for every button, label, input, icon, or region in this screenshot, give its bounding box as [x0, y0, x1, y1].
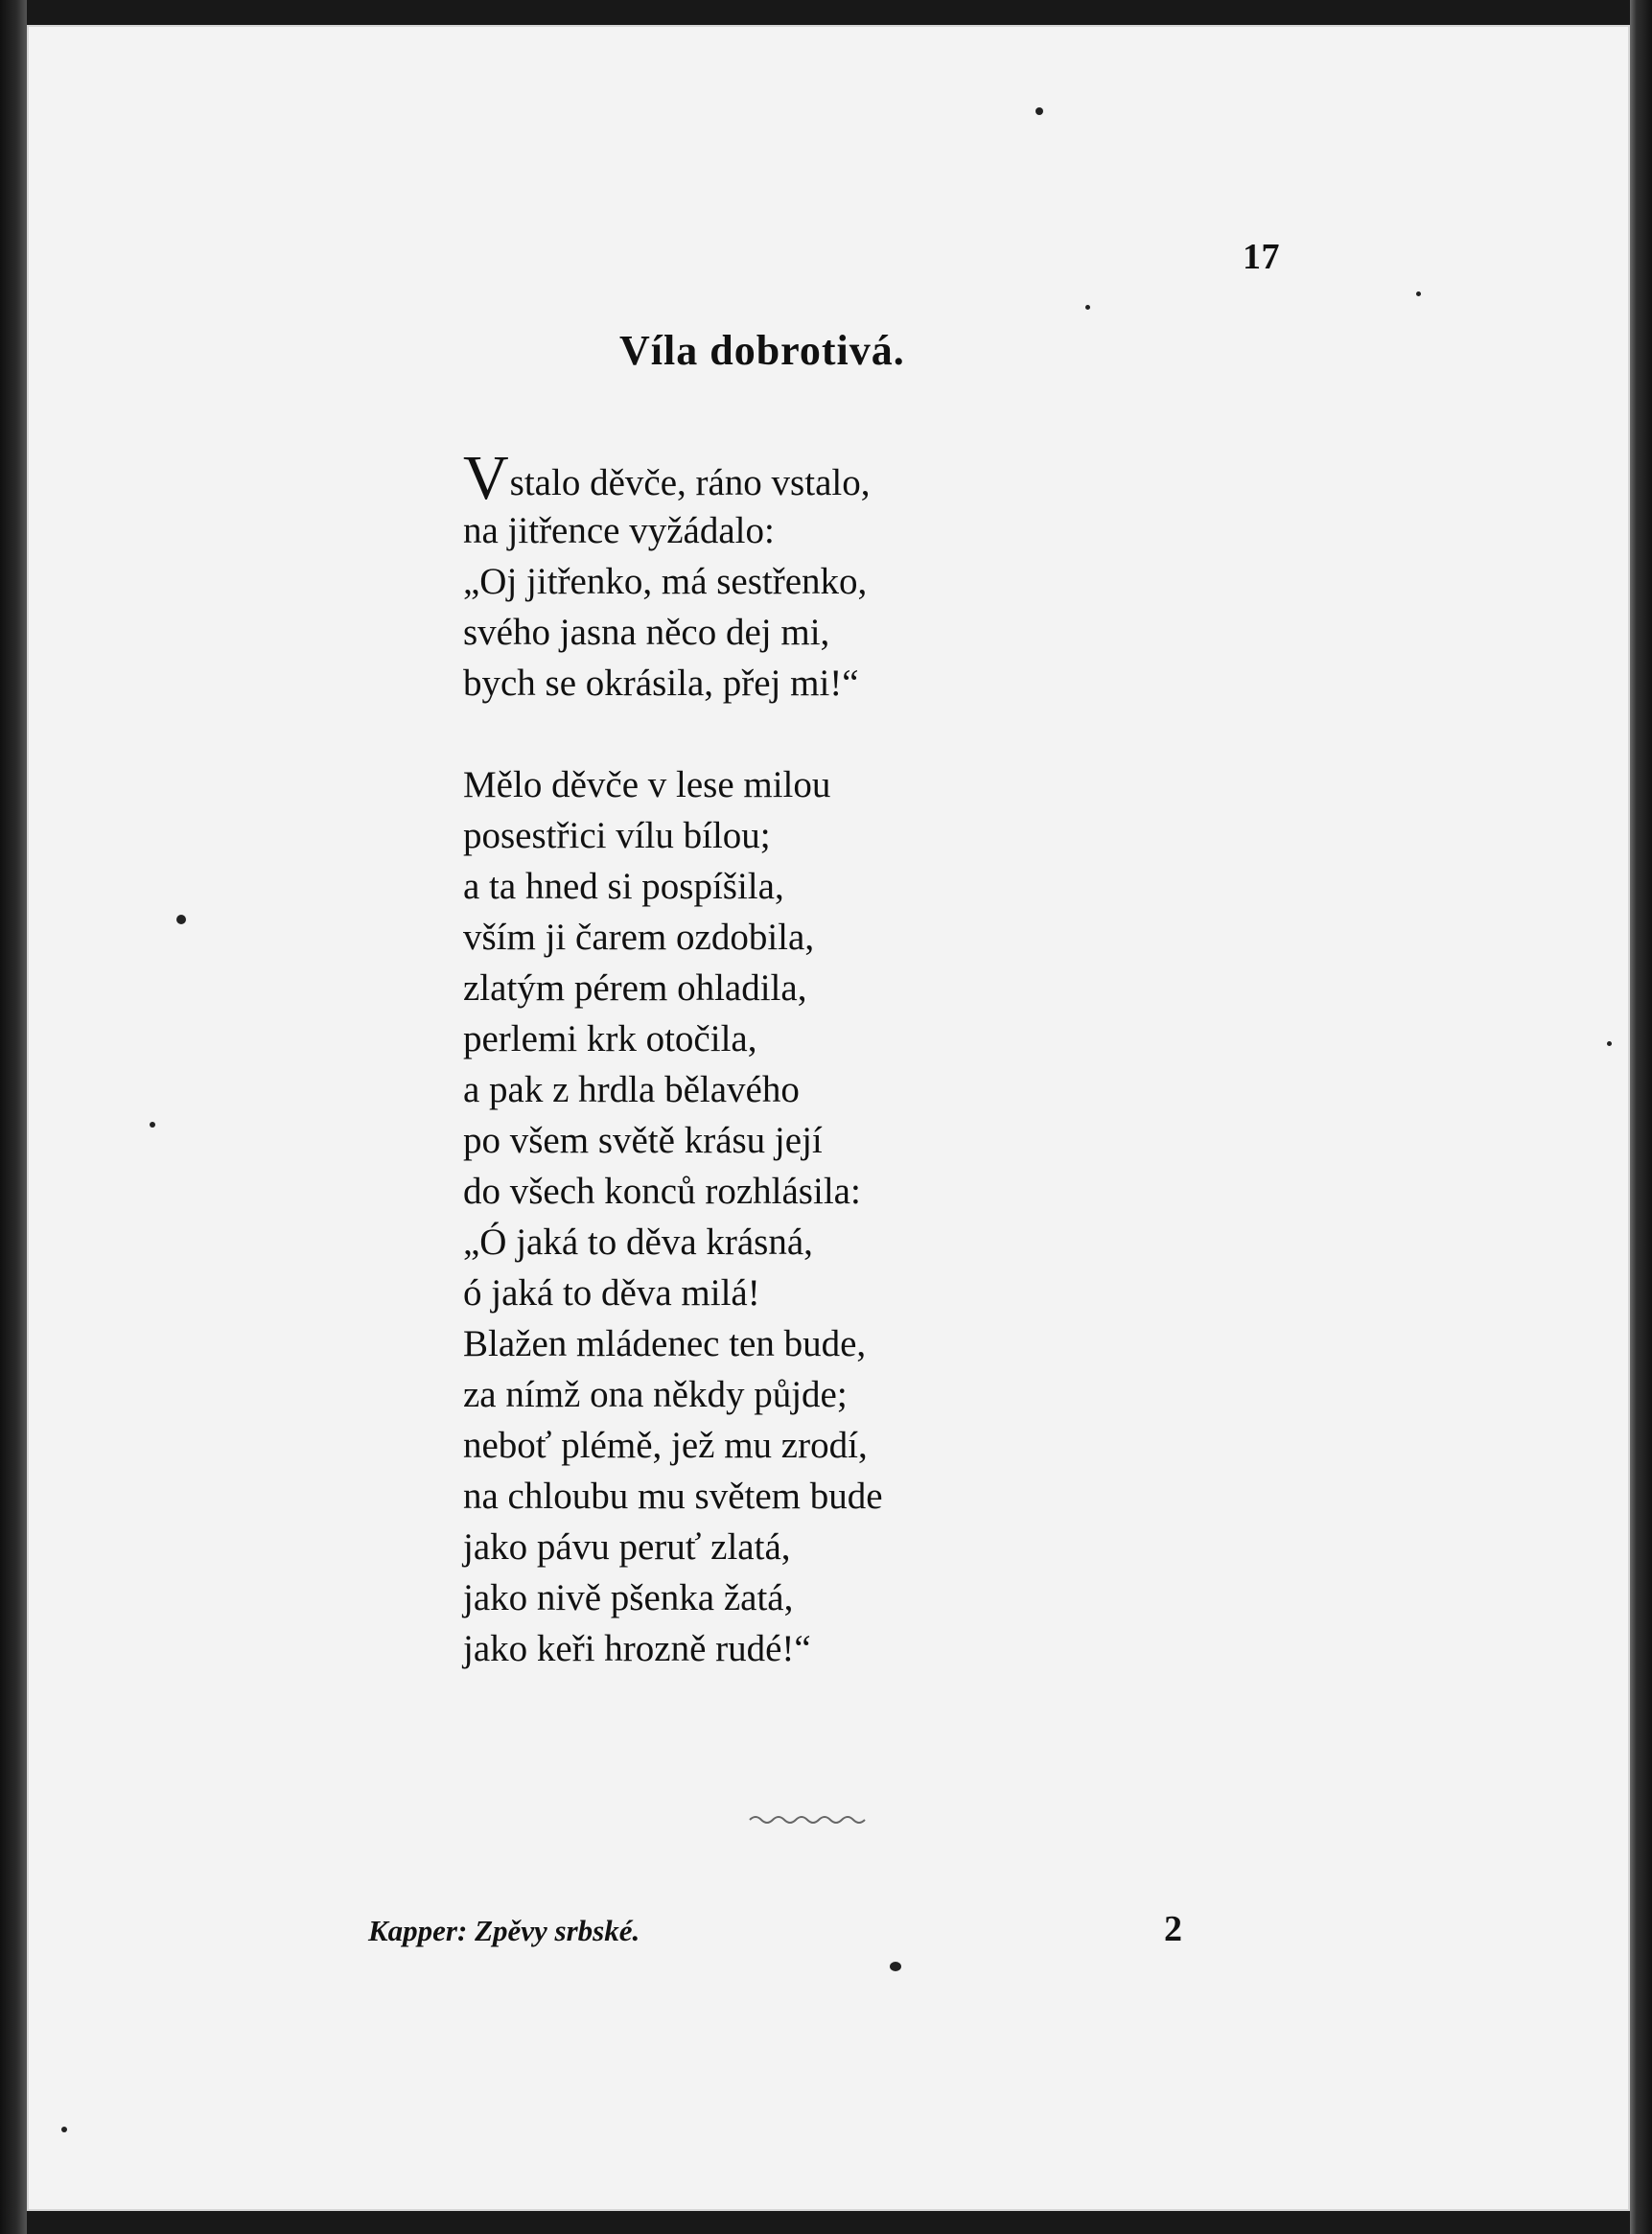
poem-body — [463, 443, 1326, 1674]
ink-speck — [150, 1122, 155, 1128]
ink-speck — [1085, 305, 1090, 310]
ink-speck — [61, 2127, 67, 2132]
poem-line: „Ó jaká to děva krásná, — [463, 1222, 813, 1263]
poem-line: na jitřence vyžádalo: — [463, 510, 775, 551]
poem-line: na chloubu mu světem bude — [463, 1476, 883, 1517]
poem-line: Mělo děvče v lese milou — [463, 764, 831, 805]
poem-line — [463, 443, 1326, 513]
poem-line: za nímž ona někdy půjde; — [463, 1374, 848, 1415]
first-line-text: stalo děvče, ráno vstalo, — [509, 462, 871, 503]
stanza-2 — [463, 759, 1326, 1674]
wavy-ornament — [748, 1810, 871, 1827]
poem-line: a pak z hrdla bělavého — [463, 1069, 800, 1110]
page-number: 17 — [1243, 237, 1280, 277]
poem-line: zlatým pérem ohladila, — [463, 967, 807, 1009]
poem-line: jako keři hrozně rudé!“ — [463, 1628, 811, 1669]
poem-line: a ta hned si pospíšila, — [463, 866, 784, 907]
ink-speck — [176, 915, 186, 924]
poem-line: jako pávu peruť zlatá, — [463, 1526, 791, 1568]
poem-line: Blažen mládenec ten bude, — [463, 1323, 867, 1364]
drop-cap: V — [463, 443, 509, 513]
poem-line: perlemi krk otočila, — [463, 1018, 757, 1059]
poem-title: Víla dobrotivá. — [619, 327, 905, 374]
ink-speck — [1416, 291, 1421, 296]
ink-speck — [890, 1962, 901, 1971]
stanza-1 — [463, 443, 1326, 709]
poem-line: vším ji čarem ozdobila, — [463, 917, 815, 958]
poem-line: bych se okrásila, přej mi!“ — [463, 663, 859, 704]
poem-line: posestřici vílu bílou; — [463, 815, 771, 856]
scan-border-bottom — [0, 2211, 1652, 2234]
poem-line: jako nivě pšenka žatá, — [463, 1577, 794, 1618]
poem-line: do všech konců rozhlásila: — [463, 1171, 861, 1212]
poem-line: ó jaká to děva milá! — [463, 1272, 760, 1314]
ink-speck — [1607, 1041, 1612, 1046]
poem-line: svého jasna něco dej mi, — [463, 612, 830, 653]
signature-mark: 2 — [1164, 1909, 1182, 1949]
poem-line: neboť plémě, jež mu zrodí, — [463, 1425, 868, 1466]
running-title: Kapper: Zpěvy srbské. — [368, 1914, 640, 1947]
scan-border-top — [0, 0, 1652, 25]
poem-line: „Oj jitřenko, má sestřenko, — [463, 561, 868, 602]
scan-border-right — [1630, 0, 1652, 2234]
poem-line: po všem světě krásu její — [463, 1120, 823, 1161]
ink-speck — [1035, 107, 1043, 115]
scan-border-left — [0, 0, 27, 2234]
